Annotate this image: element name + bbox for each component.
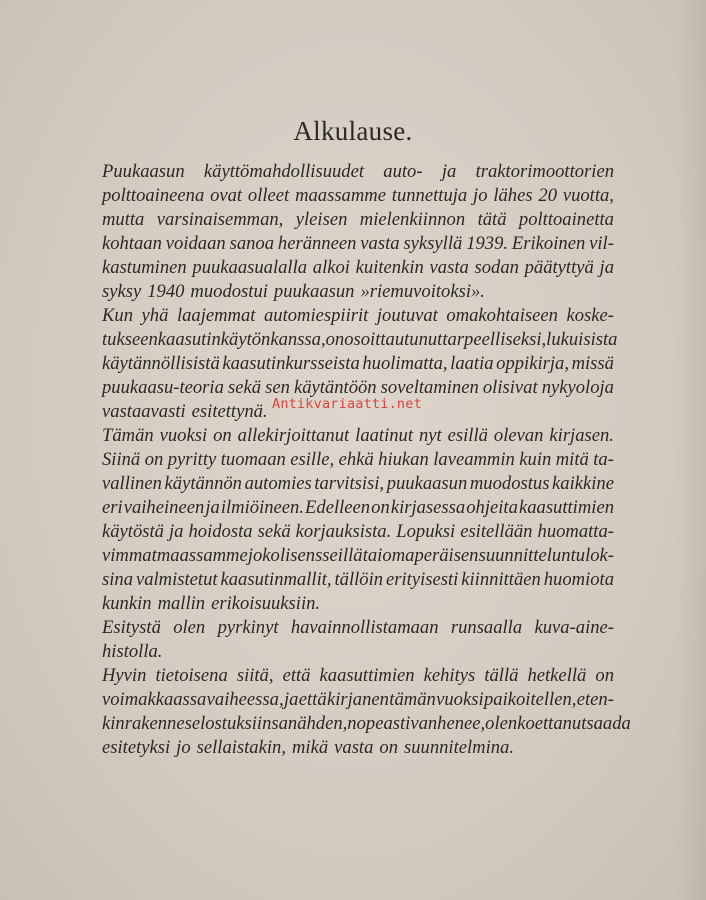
text-line: Puukaasun käyttömahdollisuudet auto- ja traktorimoottorien: [102, 161, 614, 182]
text-line: Esitystä olen pyrkinyt havainnollistamaan runsaalla kuva-aine-: [102, 617, 614, 638]
text-line: vallinen käytännön automies tarvitsisi, puukaasun muodostus kaikkine: [102, 473, 614, 494]
text-line: eri vaiheineen ja ilmiöineen. Edelleen on kirjasessa ohjeita kaasuttimien: [102, 497, 614, 518]
text-line: histolla.: [102, 641, 163, 662]
text-line: kohtaan voidaan sanoa heränneen vasta syksyllä 1939. Erikoinen vil-: [102, 233, 614, 254]
text-line: vimmat maassamme joko lisensseillä tai omaperäisen suunnittelun tulok-: [102, 545, 614, 566]
text-line: syksy 1940 muodostui puukaasun »riemuvoitoksi».: [102, 281, 485, 302]
text-line: käytöstä ja hoidosta sekä korjauksista. Lopuksi esitellään huomatta-: [102, 521, 614, 542]
text-line: Hyvin tietoisena siitä, että kaasuttimien kehitys tällä hetkellä on: [102, 665, 614, 686]
text-line: Kun yhä laajemmat automiespiirit joutuvat omakohtaiseen koske-: [102, 305, 614, 326]
text-line: vastaavasti esitettynä.: [102, 401, 268, 422]
paragraph: [102, 160, 614, 304]
text-line: kunkin mallin erikoisuuksiin.: [102, 593, 321, 614]
preface-body: [102, 160, 631, 760]
watermark-text: Antikvariaatti.net: [272, 396, 422, 412]
text-line: mutta varsinaisemman, yleisen mielenkiinnon tätä polttoainetta: [102, 209, 614, 230]
text-line: polttoaineena ovat olleet maassamme tunnettuja jo lähes 20 vuotta,: [102, 185, 614, 206]
text-line: kastuminen puukaasualalla alkoi kuitenkin vasta sodan päätyttyä ja: [102, 257, 614, 278]
text-line: Siinä on pyritty tuomaan esille, ehkä hiukan laveammin kuin mitä ta-: [102, 449, 614, 470]
paragraph: [102, 616, 614, 664]
text-line: esitetyksi jo sellaistakin, mikä vasta on suunnitelmina.: [102, 737, 514, 758]
text-line: voimakkaassa vaiheessa, ja että kirjanen tämän vuoksi paikoitellen, eten-: [102, 689, 614, 710]
text-line: käytännöllisistä kaasutinkursseista huolimatta, laatia oppikirja, missä: [102, 353, 614, 374]
page-title: Alkulause.: [293, 116, 413, 146]
paragraph: [102, 664, 631, 760]
text-line: tukseen kaasutinkäytön kanssa, on osoittautunut tarpeelliseksi, lukuisista: [102, 329, 618, 350]
text-line: Tämän vuoksi on allekirjoittanut laatinut nyt esillä olevan kirjasen.: [102, 425, 614, 446]
text-line: kin rakenneselostuksiinsa nähden, nopeasti vanhenee, olen koettanut saada: [102, 713, 631, 734]
text-line: puukaasu-teoria sekä sen käytäntöön soveltaminen olisivat nykyoloja: [102, 377, 614, 398]
text-line: sina valmistetut kaasutinmallit, tällöin erityisesti kiinnittäen huomiota: [102, 569, 614, 590]
paragraph: [102, 424, 614, 616]
